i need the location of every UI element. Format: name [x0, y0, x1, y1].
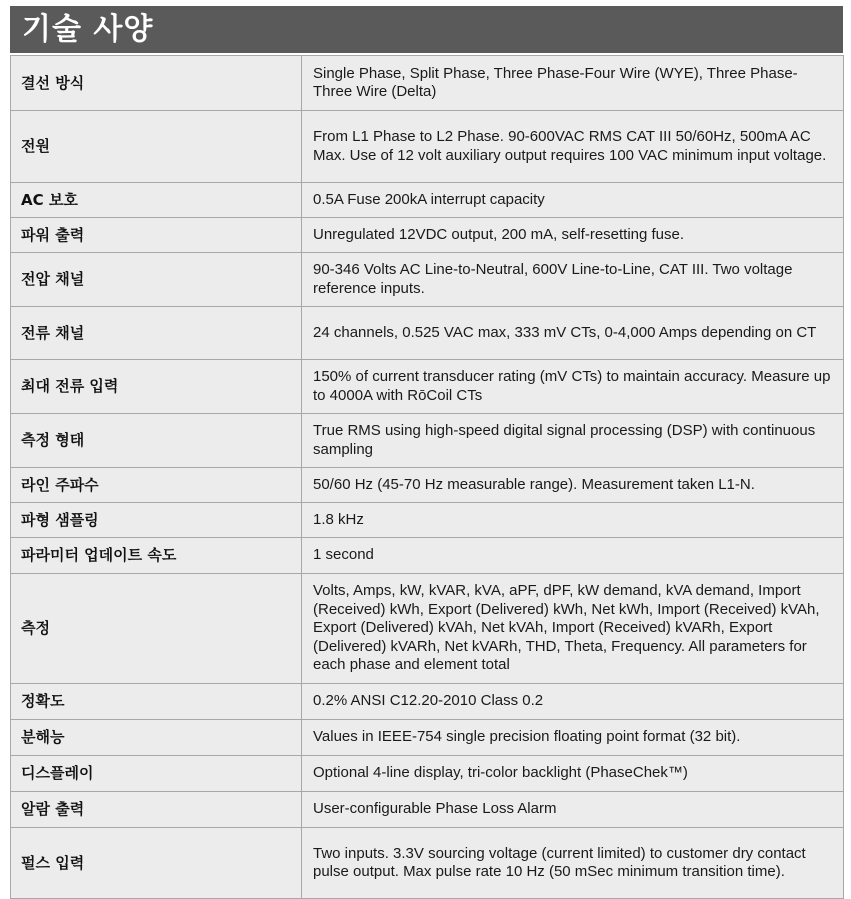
page-title: 기술 사양: [22, 12, 154, 47]
table-row: [11, 684, 844, 720]
row-value: Unregulated 12VDC output, 200 mA, self-resetting fuse.: [302, 218, 844, 253]
row-label: 펄스 입력: [11, 828, 302, 899]
row-label: 측정 형태: [11, 414, 302, 468]
table-row: [11, 183, 844, 218]
table-row: [11, 574, 844, 684]
table-row: [11, 503, 844, 538]
row-value: Optional 4-line display, tri-color backlight (PhaseChek™): [302, 756, 844, 792]
row-label: 측정: [11, 574, 302, 684]
row-value: 50/60 Hz (45-70 Hz measurable range). Measurement taken L1-N.: [302, 468, 844, 503]
table-row: [11, 56, 844, 111]
row-value: Two inputs. 3.3V sourcing voltage (current limited) to customer dry contact pulse output. Max pulse rate 10 Hz (50 mSec minimum transition time).: [302, 828, 844, 899]
row-label: 정확도: [11, 684, 302, 720]
row-value: Single Phase, Split Phase, Three Phase-Four Wire (WYE), Three Phase-Three Wire (Delta): [302, 56, 844, 111]
row-value: True RMS using high-speed digital signal processing (DSP) with continuous sampling: [302, 414, 844, 468]
row-label: 파형 샘플링: [11, 503, 302, 538]
row-label: 파라미터 업데이트 속도: [11, 538, 302, 574]
row-value: 0.2% ANSI C12.20-2010 Class 0.2: [302, 684, 844, 720]
table-row: [11, 538, 844, 574]
row-value: User-configurable Phase Loss Alarm: [302, 792, 844, 828]
table-row: [11, 218, 844, 253]
table-row: [11, 792, 844, 828]
table-row: [11, 253, 844, 307]
row-label: 전류 채널: [11, 307, 302, 360]
spec-table: [10, 55, 844, 899]
row-value: Volts, Amps, kW, kVAR, kVA, aPF, dPF, kW demand, kVA demand, Import (Received) kWh, Export (Delivered) kWh, Net kWh, Import (Received) kVAh, Export (Delivered) kVAh, Net kVAh, Import (Received) kVARh, Export (Delivered) kVARh, Net kVARh, THD, Theta, Frequency. All parameters for each phase and element total: [302, 574, 844, 684]
row-label: 알람 출력: [11, 792, 302, 828]
table-row: [11, 111, 844, 183]
row-value: From L1 Phase to L2 Phase. 90-600VAC RMS CAT III 50/60Hz, 500mA AC Max. Use of 12 volt auxiliary output requires 100 VAC minimum input voltage.: [302, 111, 844, 183]
row-label: 디스플레이: [11, 756, 302, 792]
row-value: 1.8 kHz: [302, 503, 844, 538]
row-value: 1 second: [302, 538, 844, 574]
row-label: 분해능: [11, 720, 302, 756]
row-value: 0.5A Fuse 200kA interrupt capacity: [302, 183, 844, 218]
row-value: 24 channels, 0.525 VAC max, 333 mV CTs, 0-4,000 Amps depending on CT: [302, 307, 844, 360]
table-row: [11, 756, 844, 792]
row-label: AC 보호: [11, 183, 302, 218]
row-label: 결선 방식: [11, 56, 302, 111]
row-value: 90-346 Volts AC Line-to-Neutral, 600V Line-to-Line, CAT III. Two voltage reference inputs.: [302, 253, 844, 307]
row-label: 전원: [11, 111, 302, 183]
table-row: [11, 360, 844, 414]
row-label: 라인 주파수: [11, 468, 302, 503]
row-value: 150% of current transducer rating (mV CTs) to maintain accuracy. Measure up to 4000A with RōCoil CTs: [302, 360, 844, 414]
table-row: [11, 828, 844, 899]
title-bar: [10, 6, 843, 55]
table-row: [11, 414, 844, 468]
row-label: 파워 출력: [11, 218, 302, 253]
table-row: [11, 720, 844, 756]
row-label: 전압 채널: [11, 253, 302, 307]
row-value: Values in IEEE-754 single precision floating point format (32 bit).: [302, 720, 844, 756]
table-row: [11, 468, 844, 503]
row-label: 최대 전류 입력: [11, 360, 302, 414]
table-row: [11, 307, 844, 360]
